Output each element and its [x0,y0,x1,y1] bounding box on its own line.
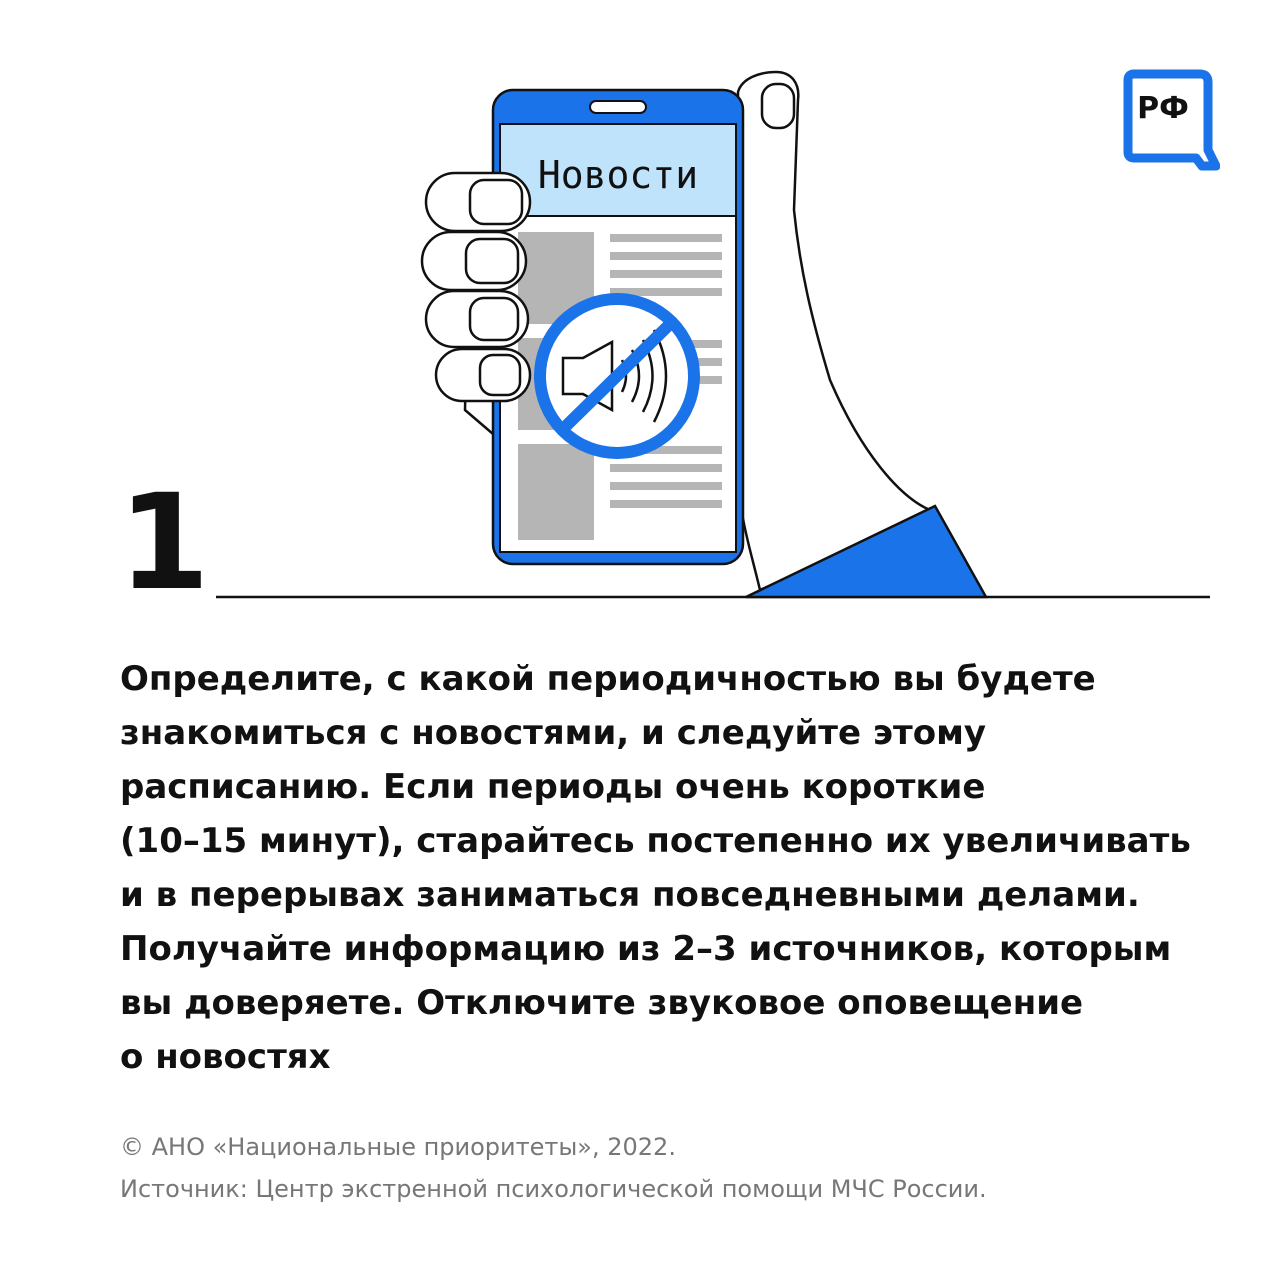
main-text: Определите, с какой периодичностью вы будете знакомиться с новостями, и следуйте этому расписанию. Если периоды очень короткие (10–15 минут), старайтесь постепенно их увеличивать и в перерывах заниматься повседневными делами. Получайте информацию из 2–3 источников, которым вы доверяете. Отключите звуковое оповещение о новостях [120,659,1191,1077]
logo-text: РФ [1137,91,1189,126]
step-number: 1 [118,466,210,620]
hand-thumb [738,72,935,590]
muted-speaker-icon [540,299,694,453]
source-text: Источник: Центр экстренной психологической помощи МЧС России. [120,1175,987,1203]
copyright-text: © АНО «Национальные приоритеты», 2022. [120,1133,676,1161]
screen-title: Новости [537,153,699,197]
phone-speaker [590,101,646,113]
footer [120,1126,1200,1210]
brand-logo [1120,64,1220,179]
thumb-nail [762,84,794,128]
